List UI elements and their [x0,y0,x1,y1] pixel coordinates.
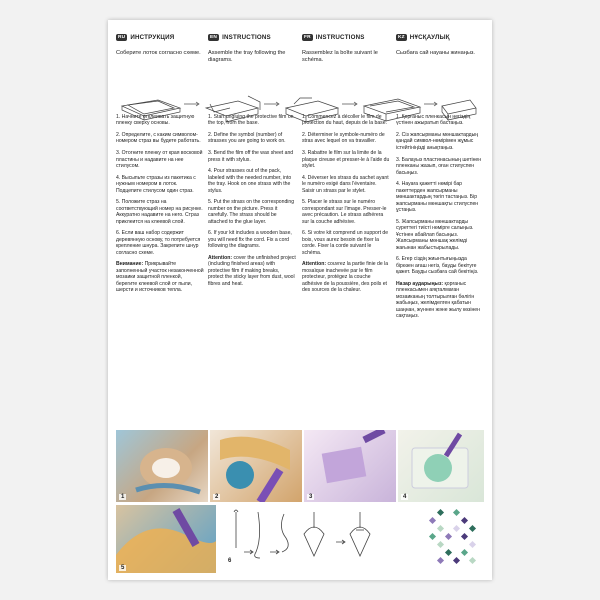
step-6: 6. Si votre kit comprend un support de bois, vous aurez besoin de fixer la corde. Fixer la corde suivant le schéma. [302,230,389,256]
column-title: НҰСҚАУЛЫҚ [409,34,450,41]
column-ru [116,34,204,299]
mosaic-square [461,517,468,524]
column-title: INSTRUCTIONS [315,34,365,41]
attention-title: Attention: [302,261,327,268]
tray-step-final [442,100,476,120]
mosaic-square [437,541,444,548]
mosaic-square [437,525,444,532]
lang-badge: RU [118,35,126,41]
attention-title: Назар аударыңыз: [396,280,444,287]
column-intro: Assemble the tray following the diagrams. [208,49,286,64]
photo-step-1 [116,430,208,502]
mosaic-square [437,509,444,516]
tray-step-fold-2 [286,98,338,122]
mosaic-square [445,549,452,556]
attention-title: Attention: [208,254,233,261]
step-5: 5. Placer le strass sur le numéro correspondant sur l'image. Presser-le avec précaution. Le strass adhérera sur la couche adhésive. [302,199,387,225]
attention-note [396,281,484,320]
mosaic-square [461,533,468,540]
mosaic-square [429,517,436,524]
attention-note [302,261,390,294]
step-1: 1. Start ungluing the protective film on the top, from the base. [208,113,294,127]
photo-number: 5 [121,565,125,571]
cord-fixing-diagram [226,508,394,564]
attention-text: Прикрывайте заполненный участок незаконченной мозаики защитной пленкой, берегите клеевой слой от пыли, шерсти и источников тепла. [116,261,204,294]
photo-number: 1 [121,494,125,500]
step-6: 6. Егер сіздің жиынтығыңызда бірөзен ағаш негіз, бауды бекітуге қажет. Бауды сызбаға сай бекітіңіз. [396,256,479,276]
column-intro: Rassemblez la boîte suivant le schéma. [302,49,378,64]
step-3: 3. Балауыз пластинасының шетінен пленканы жазып, оған стилуспен басыңыз. [396,156,482,176]
wax-sheet-illustration [304,430,396,502]
step-4: 4. Pour strasses out of the pack, labeled with the needed number, into the tray. Hook on one strass with the stylus. [208,168,292,194]
photo-number: 3 [309,494,313,500]
mosaic-square [469,525,476,532]
step-5: 5. Put the strass on the corresponding number on the picture. Press it carefully. The strass should be attached to the glue layer. [208,199,295,225]
column-title: ИНСТРУКЦИЯ [130,34,175,41]
step-list [302,114,390,294]
column-header [396,34,484,42]
photo-number: 4 [403,494,407,500]
column-en [208,34,296,292]
attention-text: cover the unfinished project (including finished areas) with protective film if making breaks, protect the sticky layer from dust, wool fibres and heat. [208,254,296,287]
tray-step-fold-3 [364,99,420,121]
photo-step-4 [398,430,484,502]
mosaic-square [429,533,436,540]
step-2: 2. Сіз жапсырманы мөншактардың қандай символ-нөмірімен жұмыс істейтініңізді анықтаңыз. [396,131,479,151]
mosaic-squares [429,509,476,564]
column-intro: Сызбаға сай науаны жинаңыз. [396,49,475,56]
step-6: 6. If your kit includes a wooden base, you will need fix the cord. Fix a cord following the diagrams. [208,230,292,250]
photo-step-3 [304,430,396,502]
attention-note [208,255,296,288]
column-intro: Соберите лоток согласно схеме. [116,49,201,56]
step-3: 3. Отогните пленку от края восковой пластины и надавите на нее стилусом. [116,150,203,170]
step-3: 3. Rabattre le film sur la limite de la plaque cireuse et presser-le à l'aide du stylet. [302,150,390,170]
step-5: 5. Жапсырманы мөншактарды суреттегі тиісті нөмірге салыңыз. Ұстінен абайлап басыңыз. Жапсырманы мөншақ желімді жағынан жабыстырылады. [396,218,474,251]
mosaic-square [453,509,460,516]
tray-step-fold-1 [206,96,260,122]
column-header [302,34,390,42]
step-list [208,114,296,287]
step-2: 2. Define the symbol (number) of strasses you are going to work on. [208,131,286,145]
step-list [116,114,204,294]
placing-strass-illustration [116,505,216,573]
step-3: 3. Bend the film off the wax sheet and press it with stylus. [208,150,294,163]
mosaic-square [469,541,476,548]
strass-tray-illustration [398,430,484,502]
step-1: 1. Қорғаныс пленкасын негіздің үстінен ажыратып бастаңыз. [396,113,471,127]
mosaic-square [469,557,476,564]
column-header [208,34,296,42]
step-4: 4. Высыпьте стразы из пакетика с нужным номером в лоток. Подцепите стилусом один страз. [116,174,196,194]
attention-text: couvrez la partie finie de la mosaïque inachevée par le film protecteur, protégez la couche adhésive de la poussière, des poils et des sources de la chaleur. [302,261,389,294]
mosaic-decoration [426,508,482,568]
attention-text: қорғаныс пленкасымен аяқталмаған мозаиканың толтырылған бөлігін жабыңыз, желімделген қабатын шаңнан, жүннен және жылу көзінен сақтаңыз. [396,280,480,320]
step-2: 2. Определите, с каким символом-номером страз вы будете работать. [116,131,201,145]
attention-note [116,261,204,294]
column-header [116,34,204,42]
step-2: 2. Déterminer le symbole-numéro de stras avec lequel on va travailler. [302,131,385,145]
stylus-illustration [210,430,302,502]
mosaic-square [445,533,452,540]
tray-assembly-diagram [118,86,478,128]
mosaic-square [437,557,444,564]
photo-step-5 [116,505,216,573]
lang-badge: EN [210,35,218,41]
step-1: 1. Commencez à décoller le film de protection du haut, depuis de la base. [302,113,387,127]
instruction-sheet [108,20,492,580]
photo-number: 2 [215,494,219,500]
peeling-film-illustration [116,430,208,502]
photo-number: 6 [228,558,232,564]
mosaic-square [453,557,460,564]
step-6: 6. Если ваш набор содержит деревянную основу, то потребуется крепление шнура. Закрепите шнур согласно схеме. [116,230,201,256]
column-title: INSTRUCTIONS [222,34,271,41]
mosaic-square [461,549,468,556]
column-fr [302,34,390,299]
step-5: 5. Положите страз на соответствующий номер на рисунке. Аккуратно надавите на него. Страз приклеится на клеевой слой. [116,199,203,225]
attention-title: Внимание: [116,261,144,268]
step-list [396,114,484,320]
tray-step-flat [122,100,180,120]
lang-badge: KZ [398,35,405,41]
column-kz [396,34,484,325]
step-4: 4. Déverser les strass du sachet ayant le numéro exigé dans l'éventaire. Saisir un strass par le stylet. [302,174,389,194]
photo-step-2 [210,430,302,502]
step-1: 1. Начните отклеивать защитную пленку сверху основы. [116,113,195,127]
lang-badge: FR [304,35,311,41]
mosaic-square [453,525,460,532]
step-4: 4. Науаға қажетті нөмірі бар пакеттерден жапсырманы мөншактардың төгіп тастаңыз. Бір жапсырманы мөншақты стилуспен ұстаңыз. [396,181,479,214]
